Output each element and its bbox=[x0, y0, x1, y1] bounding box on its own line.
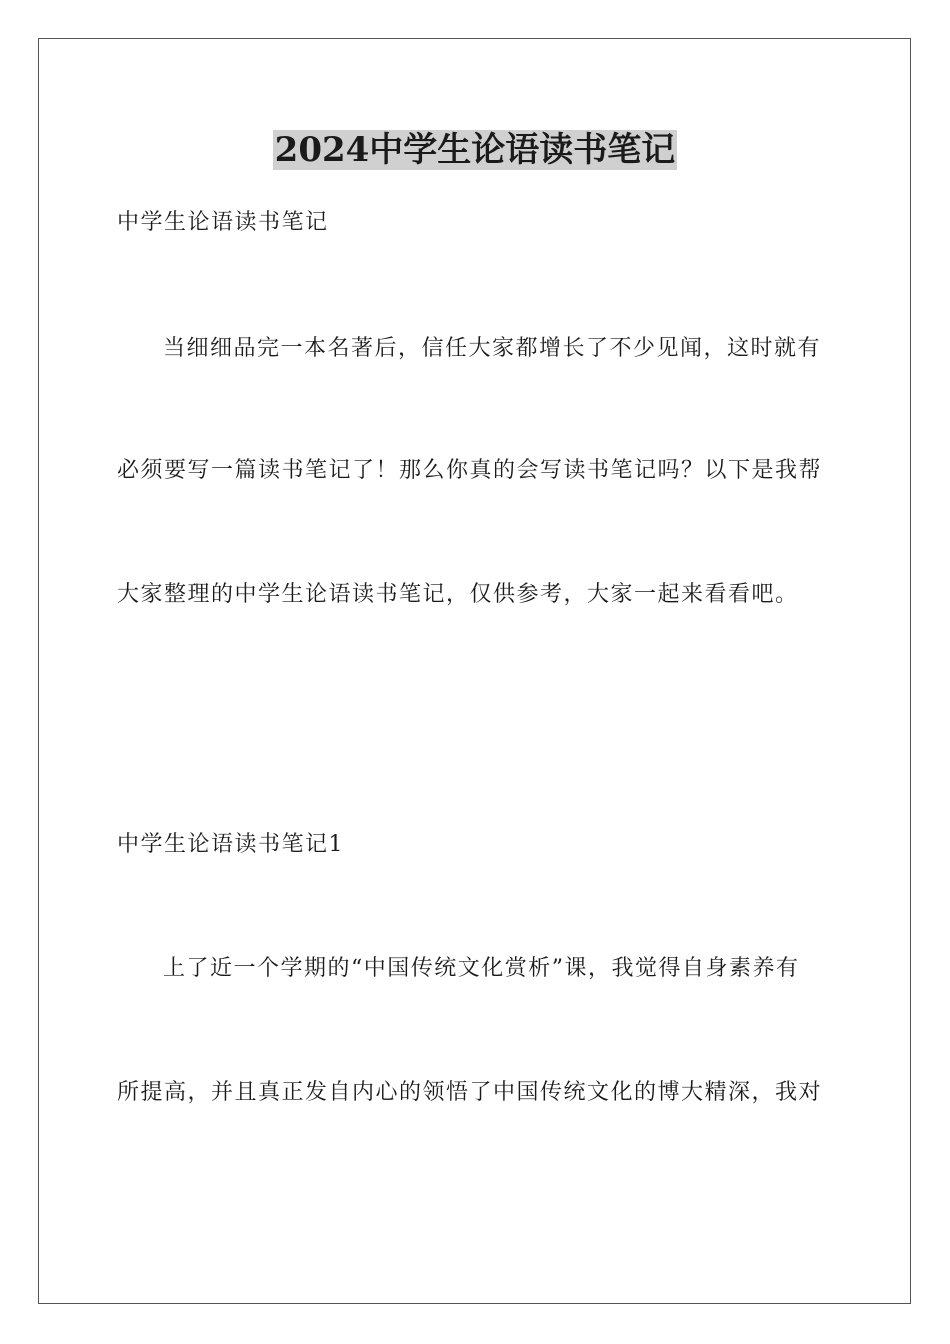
document-subtitle: 中学生论语读书笔记 bbox=[117, 210, 329, 235]
section-line-2: 所提高，并且真正发自内心的领悟了中国传统文化的博大精深，我对 bbox=[117, 1080, 823, 1105]
section-heading: 中学生论语读书笔记1 bbox=[117, 832, 344, 857]
intro-line-3: 大家整理的中学生论语读书笔记，仅供参考，大家一起来看看吧。 bbox=[117, 582, 799, 607]
document-title-text: 2024中学生论语读书笔记 bbox=[274, 130, 676, 170]
document-title bbox=[0, 128, 950, 172]
intro-line-1: 当细细品完一本名著后，信任大家都增长了不少见闻，这时就有 bbox=[163, 336, 822, 361]
intro-line-2: 必须要写一篇读书笔记了！那么你真的会写读书笔记吗？以下是我帮 bbox=[117, 458, 823, 483]
section-line-1: 上了近一个学期的“中国传统文化赏析”课，我觉得自身素养有 bbox=[163, 956, 800, 981]
